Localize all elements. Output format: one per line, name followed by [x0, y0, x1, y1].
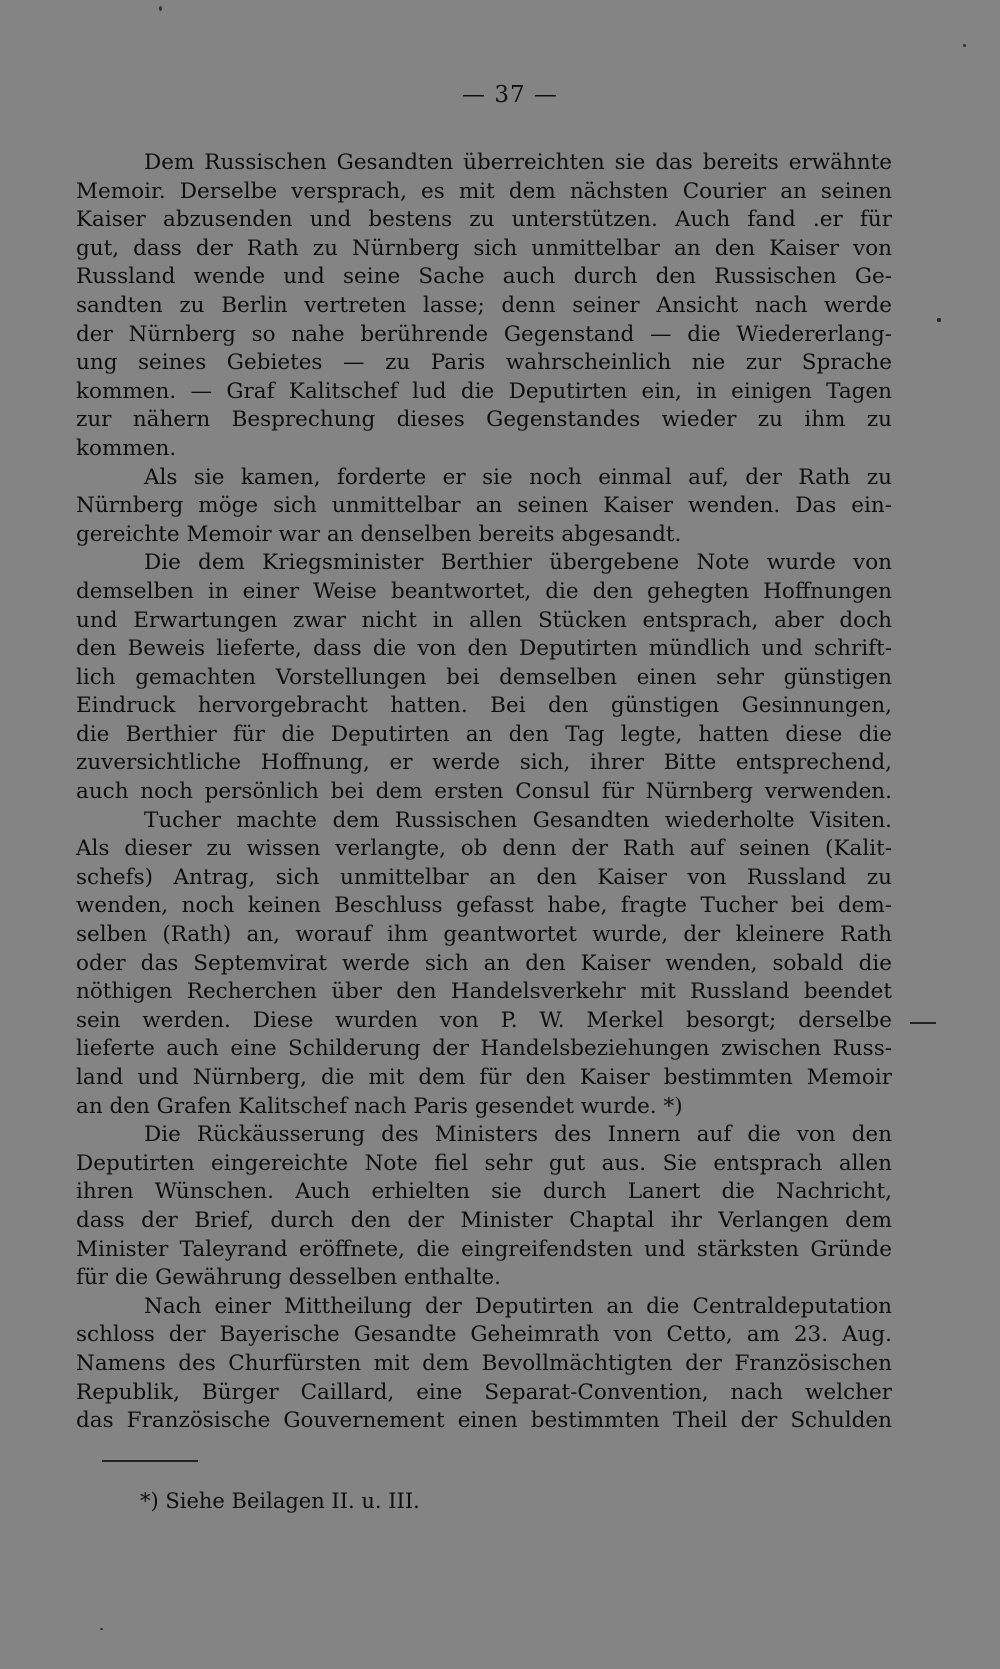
scan-speck	[159, 6, 162, 11]
text-line: das Französische Gouvernement einen bestimmten Theil der Schulden	[76, 1408, 892, 1434]
text-line: Als sie kamen, forderte er sie noch einmal auf, der Rath zu	[144, 464, 892, 490]
text-line: Nürnberg möge sich unmittelbar an seinen Kaiser wenden. Das ein-	[76, 493, 892, 519]
text-line: Deputirten eingereichte Note fiel sehr gut aus. Sie entsprach allen	[76, 1150, 892, 1176]
text-line: und Erwartungen zwar nicht in allen Stücken entsprach, aber doch	[76, 607, 892, 633]
text-line: auch noch persönlich bei dem ersten Consul für Nürnberg verwenden.	[76, 779, 892, 805]
body-text	[76, 149, 892, 1436]
scan-speck	[963, 44, 966, 47]
text-line: land und Nürnberg, die mit dem für den Kaiser bestimmten Memoir	[76, 1065, 892, 1090]
text-line: gut, dass der Rath zu Nürnberg sich unmittelbar an den Kaiser von	[76, 235, 892, 261]
text-line: oder das Septemvirat werde sich an den Kaiser wenden, sobald die	[76, 950, 892, 976]
text-line: Kaiser abzusenden und bestens zu unterstützen. Auch fand .er für	[76, 207, 892, 233]
text-line: sandten zu Berlin vertreten lasse; denn seiner Ansicht nach werde	[76, 292, 892, 318]
text-line: der Nürnberg so nahe berührende Gegenstand — die Wiedererlang-	[76, 321, 892, 347]
text-line: zur nähern Besprechung dieses Gegenstandes wieder zu ihm zu	[76, 407, 892, 433]
text-line: Memoir. Derselbe versprach, es mit dem nächsten Courier an seinen	[76, 178, 892, 204]
text-line: an den Grafen Kalitschef nach Paris gesendet wurde. *)	[76, 1093, 683, 1119]
text-line: demselben in einer Weise beantwortet, die den gehegten Hoffnungen	[76, 578, 892, 604]
text-line: Eindruck hervorgebracht hatten. Bei den günstigen Gesinnungen,	[76, 693, 892, 719]
text-line: kommen.	[76, 435, 177, 461]
text-line: Tucher machte dem Russischen Gesandten wiederholte Visiten.	[144, 807, 892, 833]
scan-speck	[100, 1628, 103, 1630]
text-line: zuversichtliche Hoffnung, er werde sich, ihrer Bitte entsprechend,	[76, 750, 892, 776]
text-line: Die Rückäusserung des Ministers des Innern auf die von den	[144, 1122, 892, 1148]
text-line: Nach einer Mittheilung der Deputirten an die Centraldeputation	[144, 1293, 892, 1319]
text-line: ung seines Gebietes — zu Paris wahrscheinlich nie zur Sprache	[76, 350, 892, 376]
text-line: nöthigen Recherchen über den Handelsverkehr mit Russland beendet	[76, 979, 892, 1005]
text-line: wenden, noch keinen Beschluss gefasst habe, fragte Tucher bei dem-	[76, 893, 892, 919]
text-line: gereichte Memoir war an denselben bereits abgesandt.	[76, 521, 682, 547]
margin-dash	[910, 1022, 936, 1024]
text-line: selben (Rath) an, worauf ihm geantwortet wurde, der kleinere Rath	[76, 922, 892, 948]
text-line: lich gemachten Vorstellungen bei demselben einen sehr günstigen	[76, 664, 892, 690]
page-number: — 37 —	[462, 82, 558, 108]
text-line: den Beweis lieferte, dass die von den Deputirten mündlich und schrift-	[76, 636, 892, 662]
text-line: schefs) Antrag, sich unmittelbar an den Kaiser von Russland zu	[76, 864, 892, 890]
text-line: Namens des Churfürsten mit dem Bevollmächtigten der Französischen	[76, 1350, 892, 1376]
text-line: Als dieser zu wissen verlangte, ob denn der Rath auf seinen (Kalit-	[76, 836, 892, 862]
text-line: ihren Wünschen. Auch erhielten sie durch Lanert die Nachricht,	[76, 1179, 892, 1205]
text-line: Russland wende und seine Sache auch durch den Russischen Ge-	[76, 264, 892, 290]
text-line: Minister Taleyrand eröffnete, die eingreifendsten und stärksten Gründe	[76, 1236, 892, 1262]
text-line: dass der Brief, durch den der Minister Chaptal ihr Verlangen dem	[76, 1207, 892, 1233]
footnote: *) Siehe Beilagen II. u. III.	[140, 1489, 420, 1513]
text-line: kommen. — Graf Kalitschef lud die Deputirten ein, in einigen Tagen	[76, 378, 892, 404]
text-line: sein werden. Diese wurden von P. W. Merkel besorgt; derselbe	[76, 1007, 892, 1033]
text-line: Republik, Bürger Caillard, eine Separat-Convention, nach welcher	[76, 1379, 892, 1405]
text-line: Dem Russischen Gesandten überreichten sie das bereits erwähnte	[144, 150, 892, 175]
margin-dot	[937, 318, 941, 322]
text-line: Die dem Kriegsminister Berthier übergebene Note wurde von	[144, 550, 892, 576]
text-line: lieferte auch eine Schilderung der Handelsbeziehungen zwischen Russ-	[76, 1036, 892, 1062]
text-line: für die Gewährung desselben enthalte.	[76, 1265, 501, 1291]
text-line: schloss der Bayerische Gesandte Geheimrath von Cetto, am 23. Aug.	[76, 1322, 892, 1348]
footnote-rule	[102, 1460, 198, 1462]
text-line: die Berthier für die Deputirten an den Tag legte, hatten diese die	[76, 721, 892, 747]
